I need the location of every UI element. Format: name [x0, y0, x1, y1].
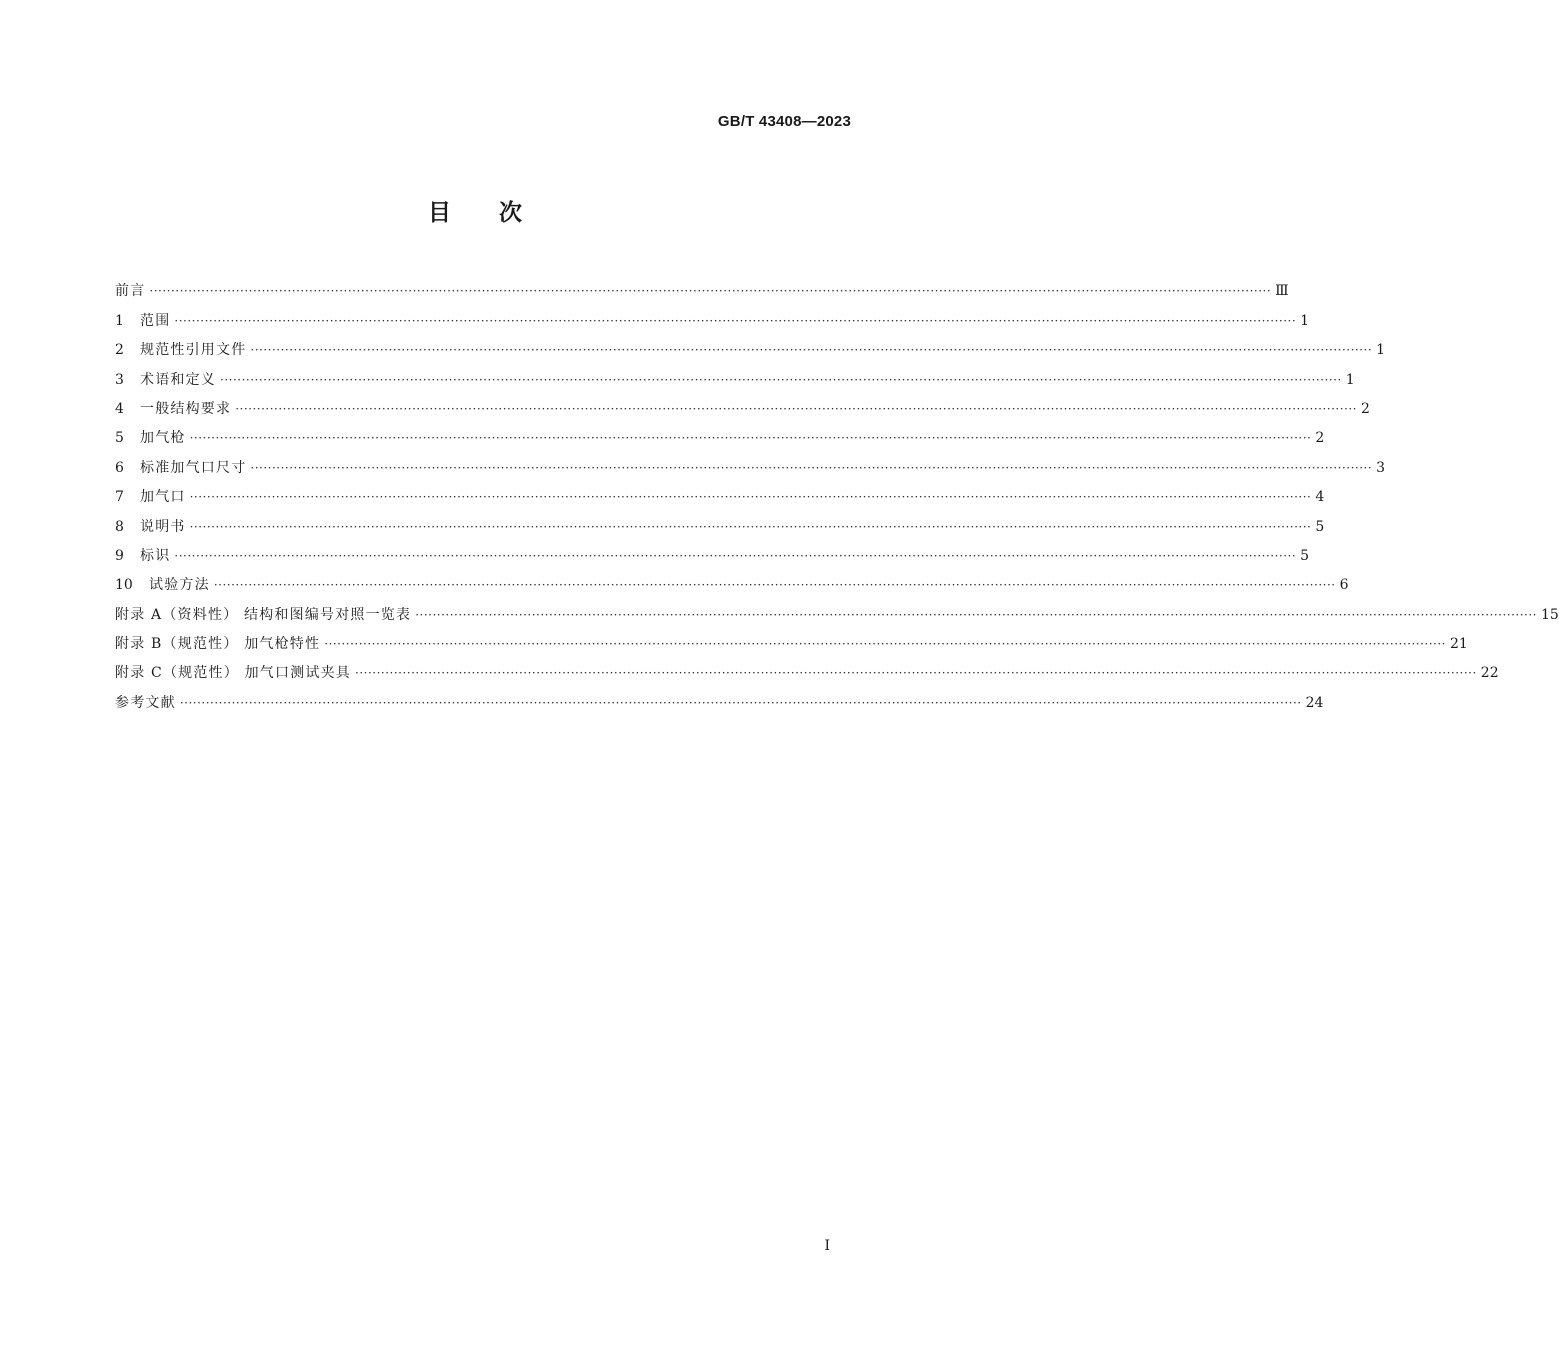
toc-dot-leader: ···································································································································································································································································· — [174, 313, 1297, 328]
toc-entry-page: 1 — [1376, 342, 1386, 359]
toc-entry-title: 加气枪 — [140, 430, 186, 447]
toc-entry[interactable] — [115, 301, 1310, 330]
toc-dot-leader: ···································································································································································································································································· — [213, 578, 1336, 593]
toc-entry-title: 术语和定义 — [140, 371, 216, 388]
toc-entry-number: 2 — [115, 342, 124, 359]
toc-entry-number: 8 — [115, 518, 124, 535]
toc-entry[interactable] — [115, 390, 1370, 419]
toc-entry-number: 9 — [115, 547, 124, 564]
toc-dot-leader: ···································································································································································································································································· — [415, 607, 1537, 622]
toc-dot-leader: ···································································································································································································································································· — [220, 372, 1342, 387]
toc-dot-leader: ···································································································································································································································································· — [324, 637, 1446, 652]
toc-entry-title: 附录 C（规范性） 加气口测试夹具 — [115, 665, 352, 682]
toc-entry[interactable] — [115, 448, 1386, 477]
toc-entry[interactable] — [115, 683, 1324, 712]
footer-page-number: I — [824, 1238, 830, 1254]
toc-dot-leader: ···································································································································································································································································· — [174, 548, 1297, 563]
toc-dot-leader: ···································································································································································································································································· — [189, 519, 1312, 534]
toc-entry[interactable] — [115, 654, 1499, 683]
toc-entry-page: Ⅲ — [1275, 283, 1289, 300]
toc-entry[interactable] — [115, 360, 1355, 389]
toc-entry-title: 附录 B（规范性） 加气枪特性 — [115, 636, 321, 653]
toc-entry-page: 4 — [1315, 489, 1325, 506]
page-title — [0, 194, 950, 227]
standard-number: GB/T 43408—2023 — [717, 113, 851, 130]
toc-dot-leader: ···································································································································································································································································· — [189, 490, 1312, 505]
toc-entry-number: 3 — [115, 371, 124, 388]
toc-entry-page: 24 — [1305, 694, 1324, 711]
toc-entry-title: 一般结构要求 — [140, 400, 232, 417]
toc-entry-page: 2 — [1315, 430, 1325, 447]
toc-entry-title: 范围 — [140, 312, 171, 329]
table-of-contents — [115, 272, 1559, 713]
toc-entry-number: 1 — [115, 312, 124, 329]
toc-entry[interactable] — [115, 272, 1289, 301]
toc-entry[interactable] — [115, 478, 1325, 507]
title-char-1: 目 — [428, 200, 451, 226]
toc-dot-leader: ···································································································································································································································································· — [235, 401, 1357, 416]
toc-entry-number: 7 — [115, 489, 124, 506]
title-char-2: 次 — [499, 200, 522, 226]
toc-entry-title: 试验方法 — [149, 577, 210, 594]
toc-entry-page: 5 — [1315, 518, 1325, 535]
toc-entry-title: 参考文献 — [115, 694, 176, 711]
toc-dot-leader: ···································································································································································································································································· — [149, 284, 1272, 299]
toc-entry-number: 6 — [115, 459, 124, 476]
toc-entry-page: 6 — [1339, 577, 1349, 594]
toc-entry[interactable] — [115, 566, 1349, 595]
toc-entry[interactable] — [115, 537, 1310, 566]
toc-entry-title: 加气口 — [140, 489, 186, 506]
toc-entry-number: 4 — [115, 400, 124, 417]
toc-entry[interactable] — [115, 625, 1468, 654]
toc-dot-leader: ···································································································································································································································································· — [250, 460, 1373, 475]
toc-dot-leader: ···································································································································································································································································· — [189, 431, 1312, 446]
toc-entry[interactable] — [115, 331, 1386, 360]
toc-entry-title: 说明书 — [140, 518, 186, 535]
toc-dot-leader: ···································································································································································································································································· — [355, 666, 1477, 681]
toc-entry-page: 5 — [1300, 547, 1310, 564]
toc-entry-page: 22 — [1480, 665, 1499, 682]
toc-entry[interactable] — [115, 507, 1325, 536]
toc-entry-page: 15 — [1540, 606, 1559, 623]
toc-entry-page: 2 — [1360, 400, 1370, 417]
toc-entry-page: 1 — [1300, 312, 1310, 329]
toc-dot-leader: ···································································································································································································································································· — [179, 695, 1302, 710]
toc-entry-page: 21 — [1449, 636, 1468, 653]
toc-entry-title: 规范性引用文件 — [140, 342, 247, 359]
toc-entry-title: 前言 — [115, 283, 146, 300]
toc-entry-number: 5 — [115, 430, 124, 447]
toc-entry-page: 1 — [1345, 371, 1355, 388]
toc-dot-leader: ···································································································································································································································································· — [250, 343, 1373, 358]
toc-entry[interactable] — [115, 419, 1325, 448]
toc-entry[interactable] — [115, 595, 1559, 624]
toc-entry-title: 标准加气口尺寸 — [140, 459, 247, 476]
toc-entry-page: 3 — [1376, 459, 1386, 476]
toc-entry-number: 10 — [115, 577, 133, 594]
toc-entry-title: 附录 A（资料性） 结构和图编号对照一览表 — [115, 606, 412, 623]
toc-entry-title: 标识 — [140, 547, 171, 564]
